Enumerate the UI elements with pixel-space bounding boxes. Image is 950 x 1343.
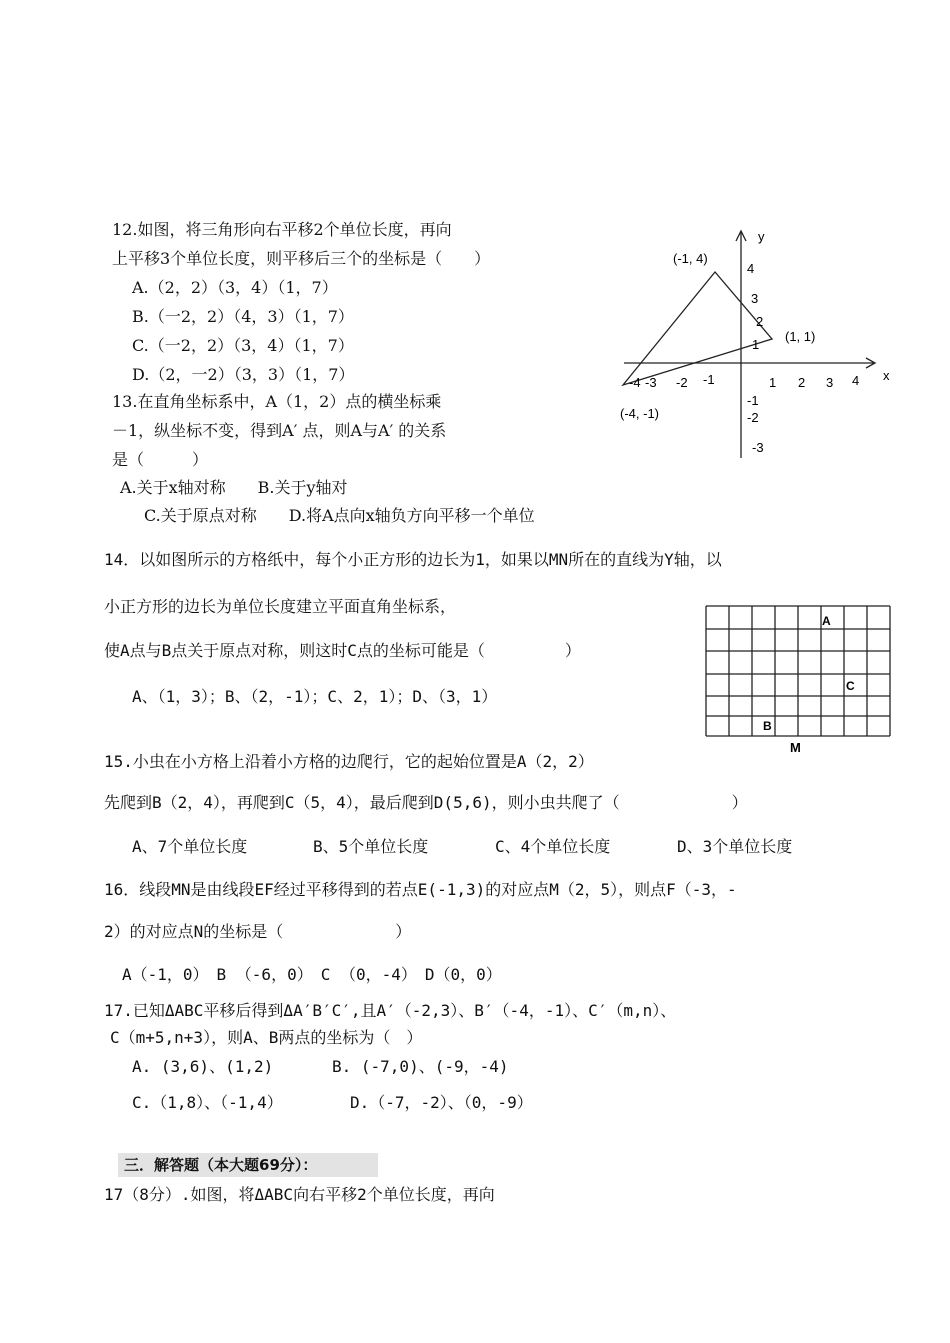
x-tick-label: -4 bbox=[629, 375, 641, 390]
x-tick-label: 3 bbox=[826, 375, 834, 390]
q16-stem-line2: 2）的对应点N的坐标是（ ） bbox=[104, 922, 412, 941]
point-c-label: C bbox=[846, 679, 855, 693]
y-axis-label: y bbox=[758, 229, 765, 244]
q16-stem-line1: 16．线段MN是由线段EF经过平移得到的若点E(-1,3)的对应点M（2，5），则点F（-3，- bbox=[104, 880, 737, 899]
coordinate-plane-figure bbox=[612, 222, 902, 467]
grid-figure bbox=[700, 596, 894, 758]
q14-stem-line1: 14．以如图所示的方格纸中，每个小正方形的边长为1，如果以MN所在的直线为Y轴，以 bbox=[104, 550, 722, 569]
x-tick-label: -2 bbox=[676, 375, 688, 390]
q13-stem-line2: －1，纵坐标不变，得到A′ 点，则A与A′ 的关系 bbox=[112, 421, 447, 440]
q16-options: A（-1，0） B （-6，0） C （0，-4） D（0，0） bbox=[122, 965, 502, 984]
x-tick-label: 4 bbox=[852, 373, 860, 388]
point-label-left: (-4, -1) bbox=[620, 406, 659, 421]
point-m-label: M bbox=[790, 740, 801, 755]
y-tick-label: 2 bbox=[756, 314, 764, 329]
x-tick-label: 2 bbox=[798, 375, 806, 390]
y-tick-label: -2 bbox=[747, 410, 759, 425]
y-tick-label: -1 bbox=[747, 393, 759, 408]
y-tick-label: 3 bbox=[751, 291, 759, 306]
q13-options-cd: C.关于原点对称 D.将A点向x轴负方向平移一个单位 bbox=[144, 506, 535, 525]
q12-stem-line2: 上平移3个单位长度，则平移后三个的坐标是（ ） bbox=[112, 249, 491, 268]
triangle bbox=[623, 272, 772, 385]
y-tick-label: -3 bbox=[752, 440, 764, 455]
q13-stem-line1: 13.在直角坐标系中，A（1，2）点的横坐标乘 bbox=[112, 392, 442, 411]
q13-options-ab: A.关于x轴对称 B.关于y轴对 bbox=[120, 478, 348, 497]
point-label-top: (-1, 4) bbox=[673, 251, 708, 266]
q17-option-a: A. (3,6)、(1,2) bbox=[132, 1057, 274, 1076]
x-tick-label: -3 bbox=[645, 375, 657, 390]
q15-stem-line2: 先爬到B（2，4），再爬到C（5，4），最后爬到D(5,6)，则小虫共爬了（ ） bbox=[104, 793, 748, 812]
point-label-right: (1, 1) bbox=[785, 329, 816, 344]
q17-stem-line1: 17.已知ΔABC平移后得到ΔA′B′C′,且A′（-2,3）、B′（-4，-1）、C′（m,n）、 bbox=[104, 1001, 677, 1020]
q12-option-d: D.（2，一2）（3，3）（1，7） bbox=[132, 365, 355, 384]
section-heading: 三．解答题（本大题69分）： bbox=[118, 1153, 378, 1177]
q12-option-b: B.（一2，2）（4，3）（1，7） bbox=[132, 307, 354, 326]
q12-option-c: C.（一2，2）（3，4）（1，7） bbox=[132, 336, 354, 355]
q15-option-d: D、3个单位长度 bbox=[677, 837, 793, 856]
q17-option-c: C.（1,8）、（-1,4） bbox=[132, 1093, 283, 1112]
q14-stem-line3: 使A点与B点关于原点对称，则这时C点的坐标可能是（ ） bbox=[104, 641, 581, 660]
x-tick-label: 1 bbox=[769, 375, 777, 390]
q15-stem-line1: 15.小虫在小方格上沿着小方格的边爬行，它的起始位置是A（2，2） bbox=[104, 752, 594, 771]
grid-lines bbox=[706, 606, 890, 736]
y-tick-label: 1 bbox=[752, 337, 760, 352]
point-a-label: A bbox=[822, 614, 831, 628]
q14-options: A、（1，3）；B、（2，-1）；C、2，1）；D、（3，1） bbox=[132, 687, 498, 706]
q15-option-b: B、5个单位长度 bbox=[313, 837, 429, 856]
q17-option-d: D.（-7，-2）、（0，-9） bbox=[350, 1093, 533, 1112]
q14-stem-line2: 小正方形的边长为单位长度建立平面直角坐标系， bbox=[104, 597, 457, 616]
q12-stem-line1: 12.如图，将三角形向右平移2个单位长度，再向 bbox=[112, 220, 452, 239]
q12-option-a: A.（2，2）（3，4）（1，7） bbox=[132, 278, 338, 297]
q15-option-a: A、7个单位长度 bbox=[132, 837, 248, 856]
q17b-stem-line1: 17（8分）.如图，将ΔABC向右平移2个单位长度，再向 bbox=[104, 1185, 495, 1204]
x-axis-label: x bbox=[883, 368, 890, 383]
q17-stem-line2: C（m+5,n+3），则A、B两点的坐标为（ ） bbox=[110, 1028, 423, 1047]
q13-stem-line3: 是（ ） bbox=[112, 450, 209, 469]
q17-option-b: B. (-7,0)、(-9，-4) bbox=[332, 1057, 509, 1076]
point-b-label: B bbox=[763, 719, 772, 733]
q15-option-c: C、4个单位长度 bbox=[495, 837, 611, 856]
x-tick-label: -1 bbox=[703, 372, 715, 387]
y-tick-label: 4 bbox=[747, 261, 755, 276]
